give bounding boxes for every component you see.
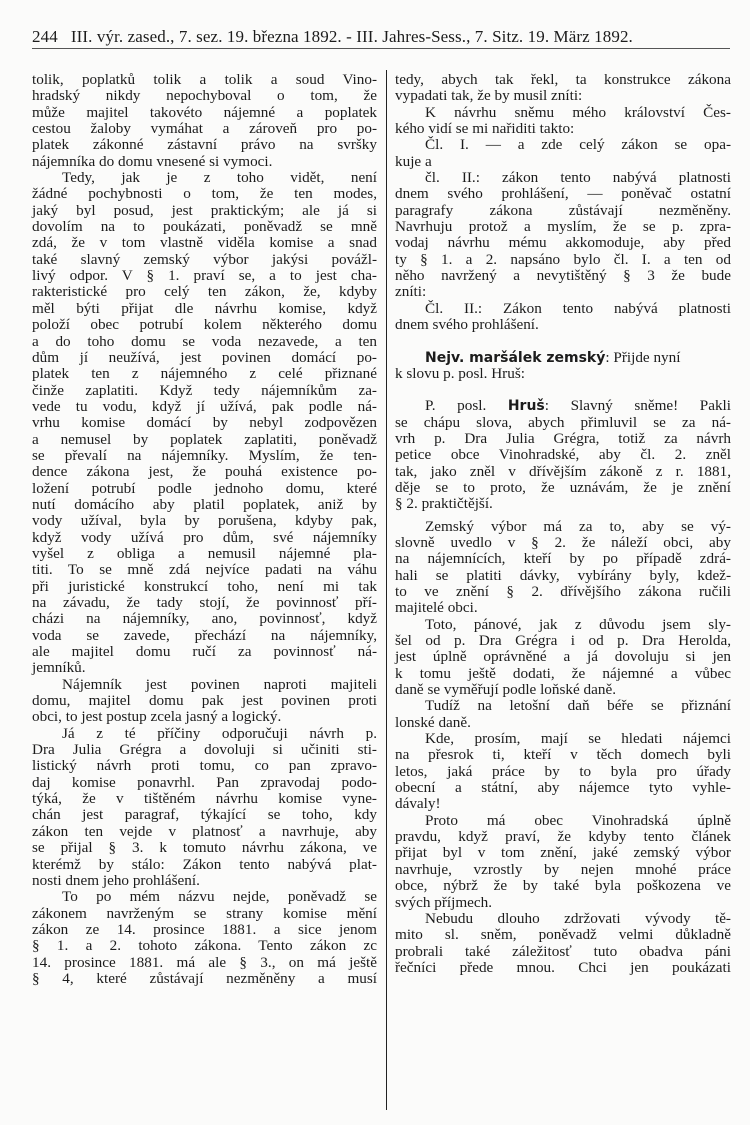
line-text: livý odpor. V § 1. praví se, a to jest cha-: [32, 267, 377, 285]
text-line: [32, 546, 377, 562]
text-line: [395, 317, 731, 333]
line-text: chán jest paragraf, týkající se toho, kdy: [32, 806, 377, 824]
line-text: se převalí na nájemníky. Myslím, že ten-: [32, 446, 377, 464]
text-line: [395, 415, 731, 431]
line-text: paragrafy zákona zůstávají nezměněny.: [395, 201, 731, 219]
line-text: když vody užívá pro dům, své nájemníky: [32, 528, 377, 546]
line-text: vrhu komise domácí by nebyl zodpovězen: [32, 414, 377, 432]
header-czech-title: III. výr. zased., 7. sez. 19. března 1892.: [70, 27, 342, 46]
text-line: [395, 284, 731, 300]
text-line: [395, 496, 731, 512]
text-line: [32, 481, 377, 497]
text-line: [32, 72, 377, 88]
text-line: [32, 154, 377, 170]
text-line: [32, 170, 377, 186]
line-text: zákon ze 14. prosince 1881. a sice jenom: [32, 920, 377, 938]
line-text: přijat byl v tom znění, jaké zemský výbor: [395, 844, 731, 862]
line-text: Tedy, jak je z toho vidět, není: [62, 169, 377, 187]
text-line: [395, 584, 731, 600]
line-text: domu, majitel domu pak jest povinen proti: [32, 692, 377, 710]
text-line: [395, 480, 731, 496]
text-line: [32, 432, 377, 448]
text-line: [32, 628, 377, 644]
text-line: [395, 845, 731, 861]
text-line: [395, 927, 731, 943]
line-text: vrh p. Dra Julia Grégra, totiž za návrh: [395, 429, 731, 447]
text-line: [32, 317, 377, 333]
line-text: tedy, abych tak řekl, ta konstrukce zákona: [395, 71, 731, 88]
line-text: daně se vyměřují podle loňské daně.: [395, 681, 616, 699]
line-text: obecní a státní, aby nájemce tyto vyhle-: [395, 779, 731, 797]
line-text: cestou žaloby vymáhat a zároveň pro po-: [32, 120, 377, 138]
text-line: [395, 186, 731, 202]
line-text: žádné pochybnosti o tom, že ten modes,: [32, 185, 377, 203]
line-text: Já z té příčiny odporučuji návrh p.: [62, 724, 377, 742]
line-text: týká, že v tištěném návrhu komise vyne-: [32, 790, 377, 808]
text-line: [395, 447, 731, 463]
text-line: [395, 252, 731, 268]
text-line: [32, 219, 377, 235]
text-line: [32, 235, 377, 251]
line-text: k tomu ještě dodati, že nájemné a vůbec: [395, 664, 731, 682]
line-text: svých příjmech.: [395, 893, 493, 911]
text-line: [395, 911, 731, 927]
text-line: [395, 666, 731, 682]
line-text: slovně uvedlo v § 2. že náleží obci, aby: [395, 533, 731, 551]
text-line: [395, 88, 731, 104]
text-line: [395, 568, 731, 584]
text-line: [32, 497, 377, 513]
line-text: ložení potrubí podle jednoho domu, které: [32, 479, 377, 497]
speaker-name: Hruš: [507, 398, 545, 415]
text-line: [395, 862, 731, 878]
line-text: dnem svého prohlášení.: [395, 316, 539, 334]
line-text: dovolím na to poukázati, poněvadž se mně: [32, 218, 377, 236]
line-text: K návrhu sněmu mého království Čes-: [425, 103, 731, 121]
text-line: [32, 693, 377, 709]
text-line: [32, 301, 377, 317]
line-text: obci, to jest postup zcela jasný a logický.: [32, 708, 282, 726]
text-line: [395, 796, 731, 812]
line-text: vyšel z obliga a nemusil nájemné pla-: [32, 544, 377, 562]
text-line: [32, 906, 377, 922]
line-text: Proto má obec Vinohradská úplně: [425, 811, 731, 829]
line-text: dávaly!: [395, 795, 441, 813]
line-text: na nájemnících, kteří by po případě zdrá-: [395, 550, 731, 568]
text-line: [395, 633, 731, 649]
line-text: se přijal § 3. k tomuto návrhu zákona, ve: [32, 839, 377, 857]
text-line: [32, 448, 377, 464]
header-separator: -: [346, 27, 352, 46]
text-line: [32, 611, 377, 627]
text-line: [32, 366, 377, 382]
line-text: a nemusel by poplatek zaplatiti, poněvadž: [32, 430, 377, 448]
text-line: [32, 857, 377, 873]
line-text: vody užíval, byla by porušena, kdyby pak,: [32, 512, 377, 530]
line-text: tak, jako zněl v dřívějším zákoně z r. 1881,: [395, 462, 731, 480]
line-text: Navrhuju protož a myslím, že se p. zpra-: [395, 218, 731, 236]
header-german-title: III. Jahres-Sess., 7. Sitz. 19. März 1892.: [356, 27, 633, 46]
text-line: [395, 366, 731, 382]
line-text: položí obec potrubí kolem některého domu: [32, 316, 377, 334]
text-line: [395, 350, 731, 366]
line-text: obce, nýbrž že by také byla poškozena ve: [395, 877, 731, 895]
line-text: majitelé obci.: [395, 599, 478, 617]
text-line: [32, 922, 377, 938]
text-line: [32, 530, 377, 546]
text-line: [395, 747, 731, 763]
text-line: [395, 731, 731, 747]
line-text: dence zákona jest, že pouhá existence po-: [32, 463, 377, 481]
line-text: § 2. praktičtější.: [395, 495, 493, 513]
text-line: [32, 579, 377, 595]
line-text: to ve znění § 2. dřívějšího zákona ručili: [395, 582, 731, 600]
text-line: [32, 513, 377, 529]
line-text: mito sl. sněm, poněvadž velmi důkladně: [395, 926, 731, 944]
text-line: [32, 464, 377, 480]
text-line: [395, 551, 731, 567]
text-line: [395, 764, 731, 780]
line-text: § 1. a 2. tohoto zákona. Tento zákon zc: [32, 937, 377, 955]
text-line: [32, 350, 377, 366]
line-text: a do toho domu se voda nezavede, a ten: [32, 332, 377, 350]
text-line: [395, 235, 731, 251]
text-line: [395, 219, 731, 235]
line-text: nutí domácího aby platil poplatek, aniž by: [32, 495, 377, 513]
line-text: se chápu slova, abych přimluvil se za ná-: [395, 413, 731, 431]
running-header: [32, 26, 730, 49]
text-line: [32, 268, 377, 284]
text-line: [395, 431, 731, 447]
text-line: [32, 660, 377, 676]
right-text-column: [395, 72, 731, 976]
text-line: [395, 137, 731, 153]
text-line: [395, 121, 731, 137]
page-number: 244: [32, 27, 58, 46]
text-line: [395, 682, 731, 698]
text-line: [32, 399, 377, 415]
text-line: [32, 334, 377, 350]
line-text: děje se to proto, že uznávám, že je znění: [395, 478, 731, 496]
line-text: ale majitel domu ručí za povinnosť ná-: [32, 643, 377, 661]
text-line: [395, 464, 731, 480]
line-text: jaký byl posud, jest praktickým; ale já si: [32, 201, 377, 219]
line-text: jest úplně oprávněné a já dovoluju si jen: [395, 648, 731, 666]
text-line: [32, 203, 377, 219]
line-text: také slavný zemský výbor jakýsi povážl-: [32, 250, 377, 268]
text-line: [32, 677, 377, 693]
text-line: [32, 88, 377, 104]
text-line: [32, 105, 377, 121]
text-line: [395, 878, 731, 894]
text-line: [32, 938, 377, 954]
text-line: [395, 301, 731, 317]
line-text: kterémž by stálo: Zákon tento nabývá plat-: [32, 855, 377, 873]
text-line: [395, 895, 731, 911]
line-text: může majitel takovéto nájemné a poplatek: [32, 103, 377, 121]
text-line: [32, 775, 377, 791]
line-text: platek ten z nájemného z celé přiznané: [32, 365, 377, 383]
line-text: navrhuje, vzrostly by nejen mnohé práce: [395, 860, 731, 878]
text-line: [32, 121, 377, 137]
line-text: kuje a: [395, 152, 432, 170]
text-line: [32, 791, 377, 807]
line-text: Čl. I. — a zde celý zákon se opa-: [425, 136, 731, 154]
left-text-column: [32, 72, 377, 987]
paragraph-gap: [395, 334, 731, 350]
line-text: zákon ten vejde v platnosť a navrhuje, aby: [32, 822, 377, 840]
line-text: hali se platiti dávky, vybírány byly, kdež-: [395, 566, 731, 584]
text-line: [32, 137, 377, 153]
text-line: [32, 971, 377, 987]
text-line: [32, 644, 377, 660]
line-text: na přesrok ti, kteří v těch domech byli: [395, 746, 731, 764]
text-line: [32, 726, 377, 742]
line-text: cházi na nájemníky, ano, povinnosť, když: [32, 610, 377, 628]
text-line: [395, 154, 731, 170]
line-text: letos, jaká práce by to byla pro úřady: [395, 762, 731, 780]
line-text: zdá, že v tom vlastně viděla komise a snad: [32, 234, 377, 252]
text-line: [395, 519, 731, 535]
text-line: [32, 252, 377, 268]
text-line: [395, 698, 731, 714]
line-text: § 4, které zůstávají nezměněny a musí: [32, 969, 377, 987]
line-text: Tudíž na letošní daň béře se přiznání: [425, 697, 731, 715]
line-text: Nebudu dlouho zdržovati vývody tě-: [425, 909, 731, 927]
text-line: [395, 715, 731, 731]
line-text: něho navržený a nevytištěný § 3 že bude: [395, 267, 731, 285]
text-line: [32, 383, 377, 399]
line-text: : Přijde nyní: [605, 348, 681, 366]
text-line: [32, 873, 377, 889]
line-text: daj komise ponavrhl. Pan zpravodaj podo-: [32, 773, 377, 791]
text-line: [395, 170, 731, 186]
line-text: kého vidí se mi nařiditi takto:: [395, 120, 575, 138]
line-text: Dra Julia Grégra a dovoluji si učiniti sti-: [32, 741, 377, 759]
line-text: vodaj návrhu mému akkomoduje, aby před: [395, 234, 731, 252]
text-line: [395, 617, 731, 633]
text-line: [395, 105, 731, 121]
line-text: platek zákonné zástavní právo na svršky: [32, 136, 377, 154]
text-line: [32, 562, 377, 578]
line-text: Zemský výbor má za to, aby se vý-: [425, 517, 731, 535]
text-line: [32, 824, 377, 840]
text-line: [395, 72, 731, 88]
line-text: Nájemník jest povinen naproti majiteli: [62, 675, 377, 693]
line-text: k slovu p. posl. Hruš:: [395, 364, 525, 382]
line-text: To po mém názvu nejde, poněvadž se: [62, 888, 377, 906]
line-text: ty § 1. a 2. napsáno bylo čl. I. a ten od: [395, 250, 731, 268]
text-line: [395, 829, 731, 845]
line-text: : Slavný sněme! Pakli: [544, 397, 731, 415]
text-line: [395, 268, 731, 284]
line-text: 14. prosince 1881. má ale § 3., on má ještě: [32, 953, 377, 971]
line-text: zákonem navrženým se strany komise mění: [32, 904, 377, 922]
text-line: [395, 813, 731, 829]
line-text: Čl. II.: Zákon tento nabývá platnosti: [425, 299, 731, 317]
line-text: voda se zavede, přechází na nájemníky,: [32, 626, 377, 644]
paragraph-gap: [395, 382, 731, 398]
text-line: [395, 535, 731, 551]
text-line: [32, 415, 377, 431]
line-text: Kde, prosím, mají se hledati nájemci: [425, 730, 731, 748]
line-text: hradský nikdy nepochyboval o tom, že: [32, 87, 377, 105]
text-line: [32, 807, 377, 823]
text-line: [32, 955, 377, 971]
text-line: [395, 944, 731, 960]
line-text: jemníků.: [32, 659, 86, 677]
speaker-prefix: P. posl.: [425, 397, 508, 415]
line-text: listický návrh proti tomu, co pan zpravo-: [32, 757, 377, 775]
line-text: petice obce Vinohradské, aby čl. 2. zněl: [395, 446, 731, 464]
line-text: dům jí neužívá, jest povinen domácí po-: [32, 348, 377, 366]
line-text: titi. To se mně zdá nejvíce padati na váhu: [32, 561, 377, 579]
text-line: [395, 960, 731, 976]
line-text: při juristické konstrukcí toho, není mi tak: [32, 577, 377, 595]
text-line: [32, 284, 377, 300]
column-divider: [386, 70, 387, 1110]
text-line: [32, 758, 377, 774]
text-line: [395, 600, 731, 616]
line-text: měl býti přijat dle návrhu komise, když: [32, 299, 377, 317]
line-text: Toto, pánové, jak z důvodu jsem sly-: [425, 615, 731, 633]
text-line: [395, 649, 731, 665]
text-line: [395, 780, 731, 796]
text-line: [32, 742, 377, 758]
line-text: vede tu vodu, když jí užívá, pak podle ná-: [32, 397, 377, 415]
line-text: lonské daně.: [395, 713, 471, 731]
text-line: [395, 398, 731, 414]
line-text: pravdu, když praví, že kdyby tento článek: [395, 828, 731, 846]
line-text: zníti:: [395, 283, 427, 301]
text-line: [32, 595, 377, 611]
line-text: rakteristické pro celý ten zákon, že, kdyby: [32, 283, 377, 301]
line-text: probrali také záležitosť tuto obadva páni: [395, 942, 731, 960]
line-text: vypadati tak, že by musil zníti:: [395, 87, 583, 105]
line-text: nájemníka do domu vnesené si vymoci.: [32, 152, 273, 170]
line-text: nosti dnem jeho prohlášení.: [32, 871, 200, 889]
text-line: [32, 889, 377, 905]
text-line: [32, 709, 377, 725]
speaker-name: Nejv. maršálek zemský: [425, 349, 606, 366]
line-text: na závadu, že tady stojí, že povinnosť pří-: [32, 594, 377, 611]
text-line: [395, 203, 731, 219]
line-text: řečníci přede mnou. Chci jen poukázati: [395, 958, 731, 976]
line-text: šel od p. Dra Grégra i od p. Dra Herolda,: [395, 632, 731, 649]
line-text: čl. II.: zákon tento nabývá platnosti: [425, 169, 731, 187]
text-line: [32, 840, 377, 856]
line-text: činže zaplatiti. Když tedy nájemníkům za-: [32, 381, 377, 399]
line-text: tolik, poplatků tolik a tolik a soud Vino-: [32, 71, 377, 88]
text-line: [32, 186, 377, 202]
line-text: dnem svého prohlášení, — poněvač ostatní: [395, 185, 731, 203]
